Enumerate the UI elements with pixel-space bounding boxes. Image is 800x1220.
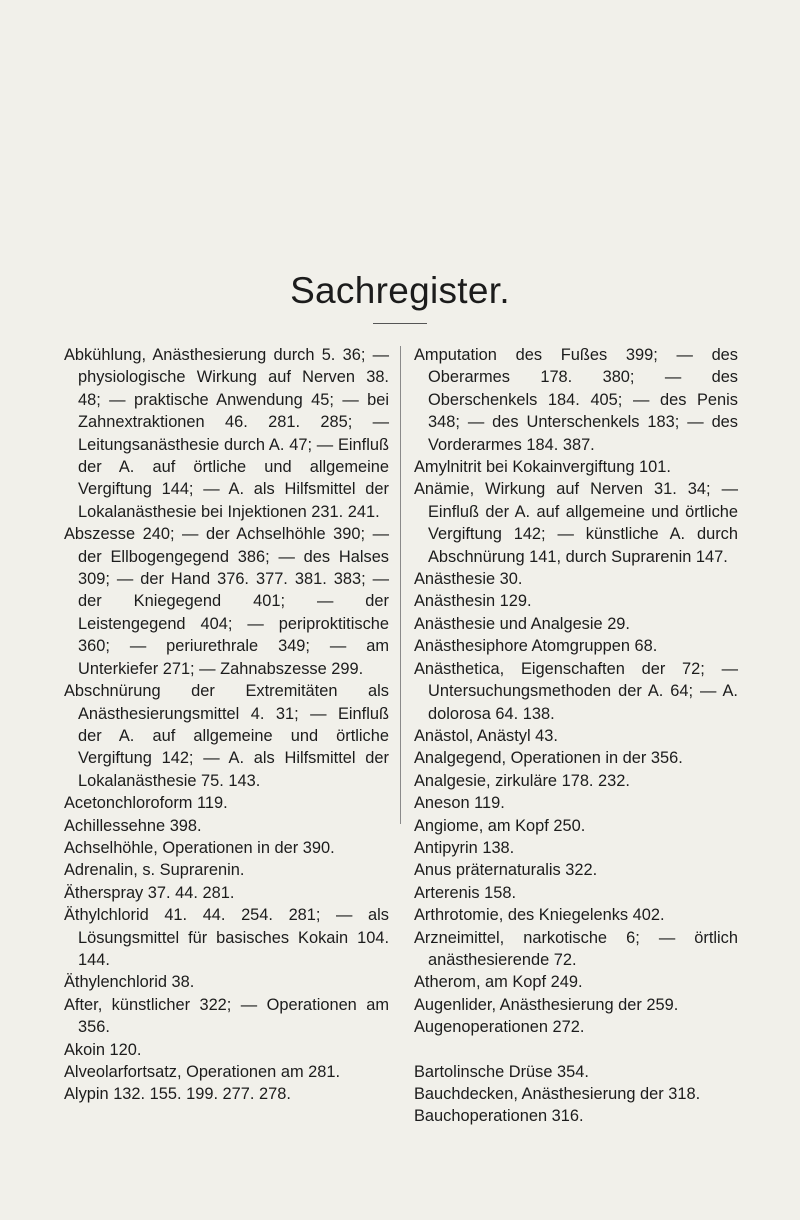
index-entry: Atherom, am Kopf 249. bbox=[414, 973, 583, 992]
index-entry: Anästhesie und Analgesie 29. bbox=[414, 614, 630, 633]
index-entry: Arterenis 158. bbox=[414, 883, 517, 902]
index-entry: Anus präternaturalis 322. bbox=[414, 861, 598, 880]
index-entry: Augenlider, Anästhesierung der 259. bbox=[414, 995, 679, 1014]
index-entry: Anästhesiphore Atomgruppen 68. bbox=[414, 637, 658, 656]
index-entry: Augenoperationen 272. bbox=[414, 1018, 585, 1037]
index-entry: After, künstlicher 322; — Operationen am 356. bbox=[64, 995, 389, 1037]
index-entry: Alypin 132. 155. 199. 277. 278. bbox=[64, 1085, 291, 1104]
index-entry: Arthrotomie, des Kniegelenks 402. bbox=[414, 906, 665, 925]
index-entry: Abschnürung der Extremitäten als Anästhesierungsmittel 4. 31; — Einfluß der A. auf allgemeine und örtliche Vergiftung 142; — A. als Hilfsmittel der Lokalanästhesie 75. 143. bbox=[64, 682, 389, 790]
index-entry: Anästol, Anästyl 43. bbox=[414, 726, 558, 745]
index-entry: Akoin 120. bbox=[64, 1040, 142, 1059]
index-entry: Achillessehne 398. bbox=[64, 816, 202, 835]
index-column-left bbox=[64, 344, 389, 1106]
index-entry: Anästhesie 30. bbox=[414, 570, 523, 589]
index-entry: Adrenalin, s. Suprarenin. bbox=[64, 861, 245, 880]
column-divider bbox=[400, 346, 401, 824]
title-rule bbox=[373, 323, 427, 324]
index-entry: Abszesse 240; — der Achselhöhle 390; — der Ellbogengegend 386; — des Halses 309; — der Hand 376. 377. 381. 383; — der Kniegegend 401; — der Leistengegend 404; — periproktitische 360; — periurethrale 349; — am Unterkiefer 271; — Zahnabszesse 299. bbox=[64, 525, 389, 678]
index-entry: Ätherspray 37. 44. 281. bbox=[64, 883, 235, 902]
index-entry: Acetonchloroform 119. bbox=[64, 794, 228, 813]
index-entry: Anästhesin 129. bbox=[414, 592, 532, 611]
index-entry: Bartolinsche Drüse 354. bbox=[414, 1062, 589, 1081]
index-entry: Angiome, am Kopf 250. bbox=[414, 816, 586, 835]
index-entry: Anämie, Wirkung auf Nerven 31. 34; — Einfluß der A. auf allgemeine und örtliche Vergiftung 142; — künstliche A. durch Abschnürung 141, durch Suprarenin 147. bbox=[414, 480, 738, 566]
index-entry: Analgesie, zirkuläre 178. 232. bbox=[414, 771, 630, 790]
index-entry: Abkühlung, Anästhesierung durch 5. 36; — physiologische Wirkung auf Nerven 38. 48; — praktische Anwendung 45; — bei Zahnextraktionen 46. 281. 285; — Leitungsanästhesie durch A. 47; — Einfluß der A. auf örtliche und allgemeine Vergiftung 144; — A. als Hilfsmittel der Lokalanästhesie bei Injektionen 231. 241. bbox=[64, 346, 389, 521]
index-entry: Achselhöhle, Operationen in der 390. bbox=[64, 838, 335, 857]
index-entry: Arzneimittel, narkotische 6; — örtlich anästhesierende 72. bbox=[414, 928, 738, 969]
page-title: Sachregister. bbox=[290, 270, 510, 311]
index-entry: Analgegend, Operationen in der 356. bbox=[414, 749, 683, 768]
index-entry: Aneson 119. bbox=[414, 794, 505, 813]
index-entry: Amputation des Fußes 399; — des Oberarmes 178. 380; — des Oberschenkels 184. 405; — des Penis 348; — des Unterschenkels 183; — des Vorderarmes 184. 387. bbox=[414, 346, 738, 454]
index-entry: Amylnitrit bei Kokainvergiftung 101. bbox=[414, 458, 671, 477]
index-entry: Anästhetica, Eigenschaften der 72; — Untersuchungsmethoden der A. 64; — A. dolorosa 64. 138. bbox=[414, 659, 738, 723]
index-column-right bbox=[414, 344, 738, 1128]
index-entry: Antipyrin 138. bbox=[414, 838, 515, 857]
index-entry: Bauchoperationen 316. bbox=[414, 1107, 584, 1126]
index-entry: Äthylenchlorid 38. bbox=[64, 973, 195, 992]
index-entry: Äthylchlorid 41. 44. 254. 281; — als Lösungsmittel für basisches Kokain 104. 144. bbox=[64, 906, 389, 969]
index-entry: Bauchdecken, Anästhesierung der 318. bbox=[414, 1085, 701, 1103]
index-entry: Alveolarfortsatz, Operationen am 281. bbox=[64, 1063, 341, 1081]
